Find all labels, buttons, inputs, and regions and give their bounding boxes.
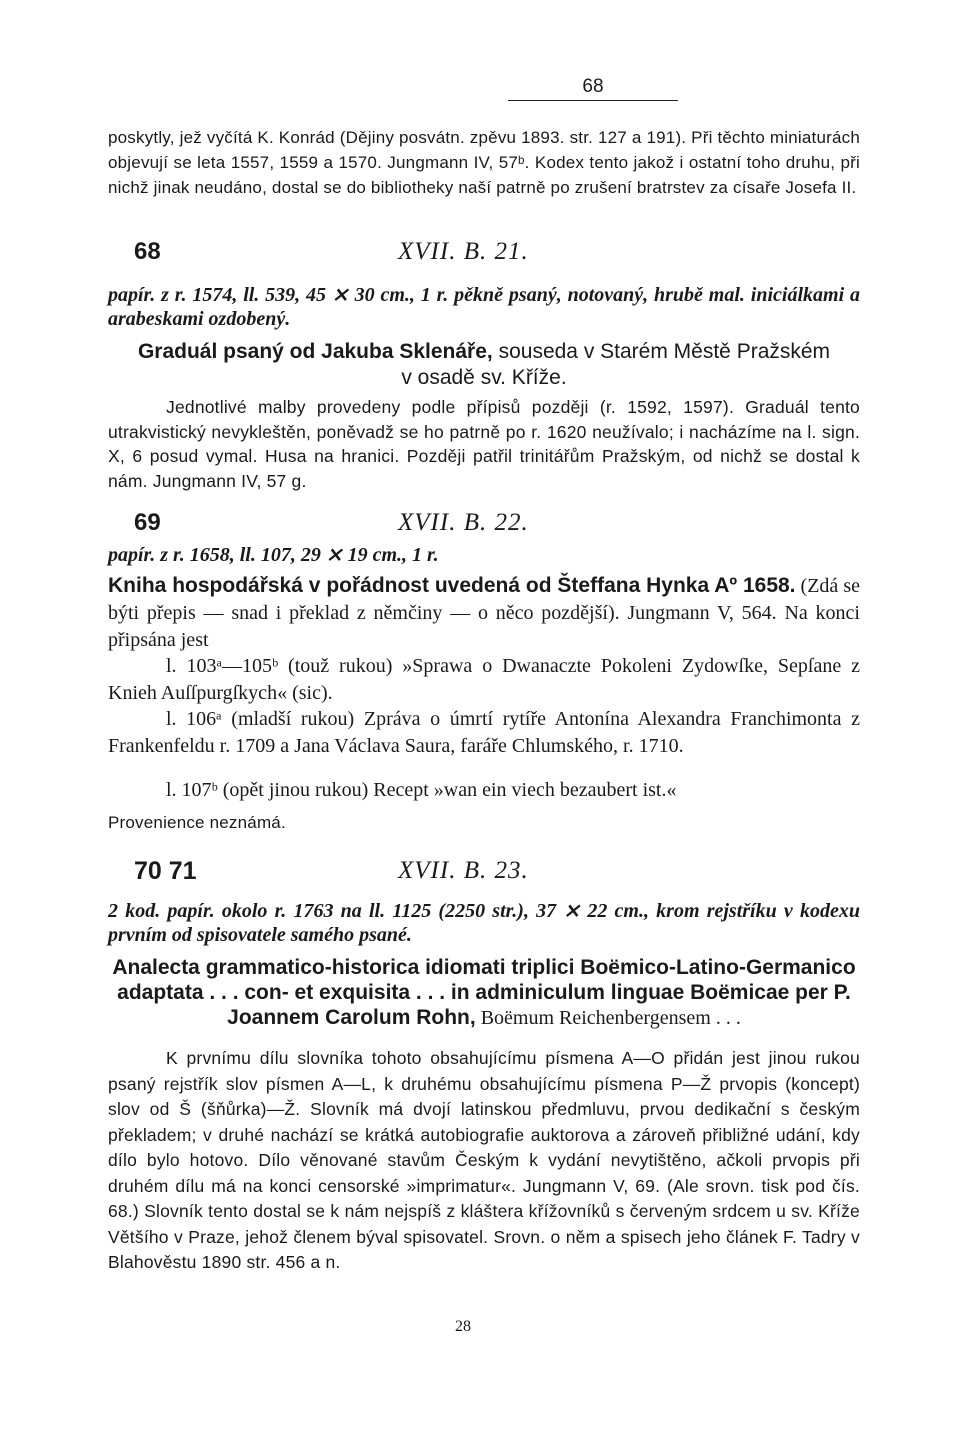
entry-title-rest: (Zdá se býti přepis — snad i překlad z němčiny — o něco pozdější). Jungmann V, 564. Na konci připsána jest xyxy=(108,575,860,651)
page-number: 68 xyxy=(508,76,678,101)
entry-70-71-description: 2 kod. papír. okolo r. 1763 na ll. 1125 (2250 str.), 37 ⨯ 22 cm., krom rejstříku v kodexu prvním od spisovatele samého psané. xyxy=(108,900,860,946)
entry-68-description: papír. z r. 1574, ll. 539, 45 ⨯ 30 cm., 1 r. pěkně psaný, notovaný, hrubě mal. iniciálkami a arabeskami ozdobený. xyxy=(108,284,860,330)
entry-68-note: Jednotlivé malby provedeny podle přípisů později (r. 1592, 1597). Graduál tento utrakvistický nevykleštěn, poněvadž se ho patrně po r. 1620 neužívalo; i nacházíme na l. sign. X, 6 posud vymal. Husa na hranici. Později patřil trinitářům Pražským, od nichž se dostal k nám. Jungmann IV, 57 g. xyxy=(108,397,860,491)
entry-69-line-1: l. 103ᵃ—105ᵇ (touž rukou) »Sprawa o Dwanaczte Pokoleni Zydowſke, Sepſane z Knieh Auſſpurgſkych« (sic). xyxy=(108,655,860,704)
entry-title-rest: Boëmum Reichenbergensem . . . xyxy=(475,1007,741,1029)
entry-69-title xyxy=(108,573,860,654)
signature-mark: 28 xyxy=(455,1318,471,1335)
entry-title-bold: Kniha hospodářská v pořádnost uvedená od Šteffana Hynka Aº 1658. xyxy=(108,574,796,597)
entry-69-description: papír. z r. 1658, ll. 107, 29 ⨯ 19 cm., 1 r. xyxy=(108,544,439,566)
entry-number: 70 71 xyxy=(134,857,197,885)
entry-69-line-3: l. 107ᵇ (opět jinou rukou) Recept »wan ein viech bezaubert ist.« xyxy=(166,779,677,801)
shelf-mark: XVII. B. 22. xyxy=(398,509,529,536)
entry-title-bold: Analecta grammatico-historica idiomati triplici Boëmico-Latino-Germanico adaptata . . . con- et exquisita . . . in adminiculum linguae Boëmicae per P. Joannem Carolum Rohn, xyxy=(112,956,856,1029)
intro-paragraph: poskytly, jež vyčítá K. Konrád (Dějiny posvátn. zpěvu 1893. str. 127 a 191). Při těchto miniaturách objevují se leta 1557, 1559 a 1570. Jungmann IV, 57ᵇ. Kodex tento jakož i ostatní toho druhu, při nichž jinak neudáno, dostal se do bibliotheky naší patrně po zrušení bratrstev za císaře Josefa II. xyxy=(108,128,860,197)
shelf-mark: XVII. B. 21. xyxy=(398,238,529,265)
entry-69-provenance: Provenience neznámá. xyxy=(108,813,286,832)
entry-70-71-title xyxy=(108,955,860,1031)
entry-69-line-2: l. 106ᵃ (mladší rukou) Zpráva o úmrtí rytíře Antonína Alexandra Franchimonta z Frankenfeldu r. 1709 a Jana Václava Saura, faráře Chlumského, r. 1710. xyxy=(108,708,860,757)
entry-title-bold: Graduál psaný od Jakuba Sklenáře, xyxy=(137,340,493,363)
entry-number: 68 xyxy=(134,238,161,265)
entry-69-header xyxy=(108,509,860,543)
entry-70-71-header xyxy=(108,857,860,891)
shelf-mark: XVII. B. 23. xyxy=(398,857,529,884)
entry-70-71-note: K prvnímu dílu slovníka tohoto obsahujícímu písmena A—O přidán jest jinou rukou psaný rejstřík slov písmen A—L, k druhému obsahujícímu písmena P—Ž prvopis (koncept) slov od Š (šňůrka)—Ž. Slovník má dvojí latinskou předmluvu, prvou dedikační s českým překladem; v druhé nachází se krátká autobiografie auktorova a zároveň přibližné udání, kdy dílo bylo hotovo. Dílo věnované stavům Českým k vydání nevytištěno, ačkoli prvopis při druhém dílu má na konci censorské »imprimatur«. Jungmann V, 69. (Ale srovn. tisk pod čís. 68.) Slovník tento dostal se k nám nejspíš z kláštera křížovníků s červeným srdcem u sv. Kříže Většího v Praze, jehož členem býval spisovatel. Srovn. o něm a spisech jeho článek F. Tadry v Blahověstu 1890 str. 456 a n. xyxy=(108,1048,860,1272)
entry-68-header xyxy=(108,238,860,272)
entry-number: 69 xyxy=(134,509,161,536)
entry-title-rest: souseda v Starém Městě Pražském v osadě sv. Kříže. xyxy=(401,340,831,389)
entry-68-title xyxy=(108,339,860,391)
